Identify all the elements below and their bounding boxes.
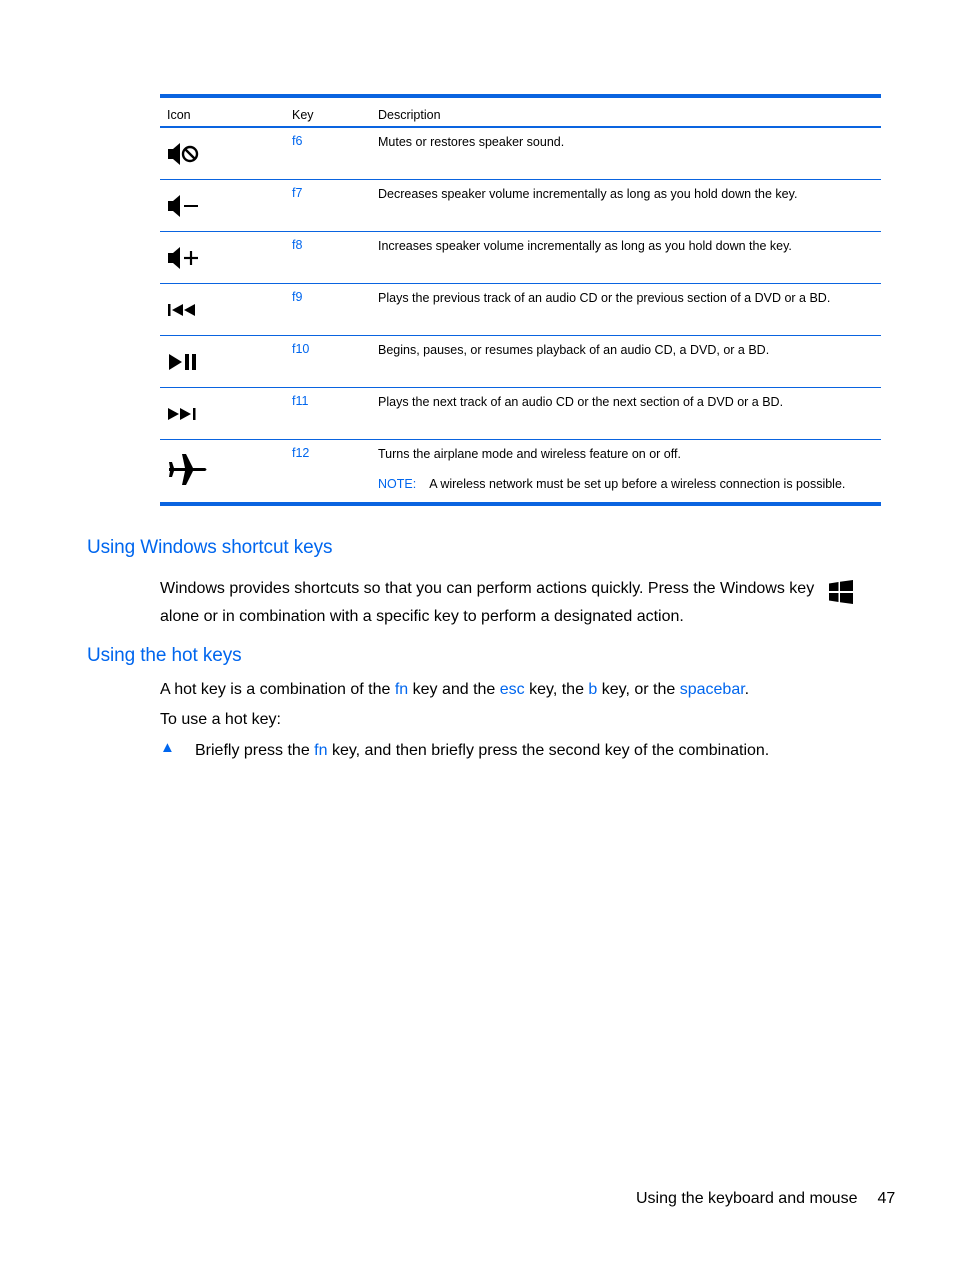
hot-key-intro: To use a hot key: bbox=[160, 711, 281, 728]
table-header bbox=[160, 98, 881, 128]
key-description: Begins, pauses, or resumes playback of an audio CD, a DVD, or a BD. bbox=[378, 343, 770, 357]
page-footer bbox=[636, 1190, 895, 1208]
table-row bbox=[160, 284, 881, 336]
fn-key-ref: fn bbox=[314, 742, 328, 759]
previous-track-icon bbox=[167, 295, 203, 327]
key-label: f7 bbox=[292, 186, 303, 200]
hot-key-step bbox=[195, 737, 769, 765]
spacebar-key-ref: spacebar bbox=[679, 681, 745, 698]
key-label: f12 bbox=[292, 446, 310, 460]
key-label: f11 bbox=[292, 394, 309, 408]
page-number: 47 bbox=[877, 1190, 896, 1207]
key-label: f6 bbox=[292, 134, 303, 148]
text: A hot key is a combination of the bbox=[160, 681, 395, 698]
text: key, or the bbox=[597, 681, 680, 698]
header-description: Description bbox=[378, 108, 441, 122]
airplane-icon bbox=[167, 451, 207, 487]
footer-title: Using the keyboard and mouse bbox=[636, 1190, 858, 1207]
text: . bbox=[744, 681, 750, 698]
table-row bbox=[160, 388, 881, 440]
paragraph-line-2: alone or in combination with a specific key to perform a designated action. bbox=[160, 608, 684, 625]
key-label: f8 bbox=[292, 238, 303, 252]
mute-icon bbox=[167, 139, 203, 171]
hot-key-definition bbox=[160, 676, 749, 704]
note-label: NOTE: bbox=[378, 477, 417, 491]
table-row bbox=[160, 180, 881, 232]
text: key, and then briefly press the second key of the combination. bbox=[327, 742, 770, 759]
key-label: f10 bbox=[292, 342, 310, 356]
text: key and the bbox=[408, 681, 500, 698]
b-key-ref: b bbox=[588, 681, 598, 698]
fn-key-ref: fn bbox=[394, 681, 409, 698]
header-icon: Icon bbox=[167, 108, 191, 122]
key-description: Increases speaker volume incrementally as long as you hold down the key. bbox=[378, 239, 792, 253]
volume-up-icon bbox=[167, 243, 203, 275]
triangle-bullet-icon: ▲ bbox=[160, 739, 175, 756]
note-text: A wireless network must be set up before a wireless connection is possible. bbox=[429, 477, 846, 491]
windows-shortcut-paragraph bbox=[160, 575, 814, 631]
table-row bbox=[160, 440, 881, 502]
key-description: Plays the next track of an audio CD or the next section of a DVD or a BD. bbox=[378, 395, 784, 409]
heading-windows-shortcut-keys: Using Windows shortcut keys bbox=[87, 537, 333, 558]
text: Briefly press the bbox=[195, 742, 315, 759]
paragraph-line-1: Windows provides shortcuts so that you can perform actions quickly. Press the Windows key bbox=[160, 580, 815, 597]
esc-key-ref: esc bbox=[499, 681, 525, 698]
header-key: Key bbox=[292, 108, 314, 122]
heading-hot-keys: Using the hot keys bbox=[87, 645, 242, 666]
volume-down-icon bbox=[167, 191, 203, 223]
table-row bbox=[160, 336, 881, 388]
table-row bbox=[160, 232, 881, 284]
windows-key-icon bbox=[829, 580, 853, 604]
note bbox=[378, 476, 881, 492]
table-row bbox=[160, 128, 881, 180]
key-description: Plays the previous track of an audio CD or the previous section of a DVD or a BD. bbox=[378, 291, 831, 305]
key-description: Decreases speaker volume incrementally as long as you hold down the key. bbox=[378, 187, 798, 201]
key-label: f9 bbox=[292, 290, 303, 304]
text: key, the bbox=[524, 681, 589, 698]
key-description: Turns the airplane mode and wireless feature on or off. bbox=[378, 447, 681, 461]
action-keys-table bbox=[160, 94, 881, 506]
next-track-icon bbox=[167, 399, 203, 431]
key-description: Mutes or restores speaker sound. bbox=[378, 135, 565, 149]
play-pause-icon bbox=[167, 347, 203, 379]
